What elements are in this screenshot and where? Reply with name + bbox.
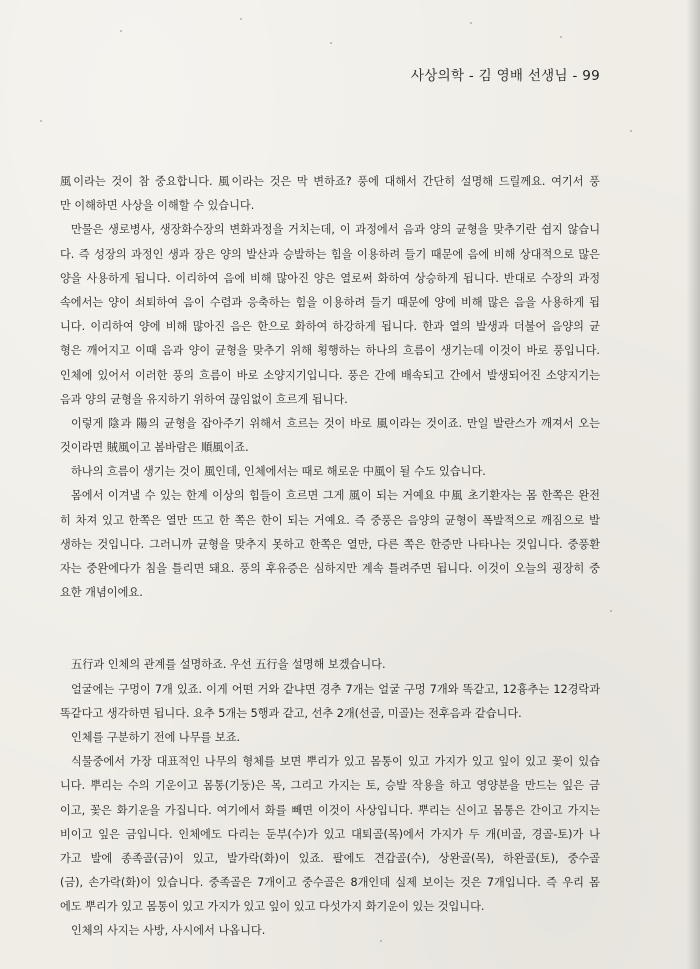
scan-speck [630,130,632,132]
paragraph-line: 속에서는 양이 쇠퇴하여 음이 수렴과 응축하는 힘을 이용하려 들기 때문에 양에 비해 많은 음을 사용하게 됩 [60,295,600,309]
paragraph-line: 얼굴에는 구멍이 7개 있죠. 이게 어떤 거와 같냐면 경추 7개는 얼굴 구멍 7개와 똑같고, 12흉추는 12경락과 [71,682,600,696]
paragraph-line: 에도 뿌리가 있고 몸통이 있고 가지가 있고 잎이 있고 다섯가지 화기운이 있는 것입니다. [60,900,485,914]
paragraph-line: 형은 깨어지고 이때 음과 양이 균형을 맞추기 위해 횡행하는 하나의 흐름이 생기는데 이것이 바로 풍입니다. [60,344,600,358]
scan-speck [90,930,92,932]
paragraph-line: 風이라는 것이 참 중요합니다. 風이라는 것은 막 변하죠? 풍에 대해서 간단히 설명해 드릴께요. 여기서 풍 [60,175,600,188]
paragraph-line: 히 차져 있고 한쪽은 열만 뜨고 한 쪽은 한이 되는 거예요. 즉 중풍은 음양의 균형이 폭발적으로 깨짐으로 발 [60,513,600,527]
paragraph-line: 이고, 꽃은 화기운을 가집니다. 여기에서 화를 빼면 이것이 사상입니다. 뿌리는 신이고 몸통은 간이고 가지는 [60,803,600,817]
scan-speck [330,42,332,44]
paragraph-line: 하나의 흐름이 생기는 것이 風인데, 인체에서는 때로 해로운 中風이 될 수도 있습니다. [71,465,486,479]
scan-speck [470,22,472,24]
paragraph-line: 비이고 잎은 금입니다. 인체에도 다리는 둔부(수)가 있고 대퇴골(목)에서 가지가 두 개(비골, 경골-토)가 나 [60,827,600,841]
paragraph-line: 인체를 구분하기 전에 나무를 보죠. [71,730,241,744]
paragraph-line: 만 이해하면 사상을 이해할 수 있습니다. [60,199,255,213]
scan-speck [120,30,122,32]
section-gap [60,605,600,653]
paragraph-line: 인체에 있어서 이러한 풍의 흐름이 바로 소양지기입니다. 풍은 간에 배속되고 간에서 발생되어진 소양지기는 [60,368,600,382]
paragraph-line: 생하는 것입니다. 그러니까 균형을 맞추지 못하고 한쪽은 열만, 다른 쪽은 한증만 나타나는 것입니다. 중풍환 [60,537,600,551]
paragraph-line: 음과 양의 균형을 유지하기 위하여 끊임없이 흐르게 됩니다. [60,392,348,406]
scan-speck [560,36,562,38]
paragraph-line: 다. 즉 성장의 과정인 생과 장은 양의 발산과 승발하는 힘을 이용하려 들기 때문에 음에 비해 상대적으로 많은 [60,247,600,261]
scan-speck [240,18,242,20]
page-edge-shadow [686,0,700,969]
paragraph-line: 자는 중완에다가 침을 틀리면 돼요. 풍의 후유증은 심하지만 계속 틀려주면 됩니다. 이것이 오늘의 굉장히 중 [60,562,600,575]
body-text [60,170,600,944]
paragraph-line: 요한 개념이에요. [60,586,143,600]
paragraph-line: 이렇게 陰과 陽의 균형을 잡아주기 위해서 흐르는 것이 바로 風이라는 것이죠. 만일 발란스가 깨져서 오는 [71,416,600,430]
paragraph-line: 양을 사용하게 됩니다. 이리하여 음에 비해 많아진 양은 열로써 화하여 상승하게 됩니다. 반대로 수장의 과정 [60,271,600,285]
scan-speck [380,940,382,942]
scan-speck [40,120,42,122]
paragraph-line: 니다. 뿌리는 수의 기운이고 몸통(기둥)은 목, 그리고 가지는 토, 승발 작용을 하고 영양분을 만드는 잎은 금 [60,779,600,793]
paragraph-line: 니다. 이리하여 양에 비해 많아진 음은 한으로 화하여 하강하게 됩니다. 한과 열의 발생과 더불어 음양의 균 [60,320,600,334]
paragraph-line: 똑같다고 생각하면 됩니다. 요추 5개는 5행과 같고, 선추 2개(선골, 미골)는 전후음과 같습니다. [60,706,522,720]
running-header: 사상의학 - 김 영배 선생님 - 99 [410,68,600,84]
paragraph-line: 식물중에서 가장 대표적인 나무의 형체를 보면 뿌리가 있고 몸통이 있고 가지가 있고 잎이 있고 꽃이 있습 [71,755,600,769]
paragraph-line: 것이라면 賊風이고 봄바람은 順風이죠. [60,441,249,455]
paragraph-line: 五行과 인체의 관계를 설명하죠. 우선 五行을 설명해 보겠습니다. [71,658,386,672]
paragraph-line: 만물은 생로병사, 생장화수장의 변화과정을 거치는데, 이 과정에서 음과 양의 균형을 맞추기란 쉽지 않습니 [71,223,600,237]
paragraph-line: 몸에서 이겨낼 수 있는 한계 이상의 힘들이 흐르면 그게 風이 되는 거예요 中風 초기환자는 몸 한쪽은 완전 [71,489,600,503]
paragraph-line: 인체의 사지는 사방, 사시에서 나옵니다. [71,924,266,938]
scan-speck [610,610,612,612]
paragraph-line: (금), 손가락(화)이 있습니다. 중족골은 7개이고 중수골은 8개인데 실제 보이는 것은 7개입니다. 즉 우리 몸 [60,876,600,890]
paragraph-line: 가고 발에 종족골(금)이 있고, 발가락(화)이 있죠. 팔에도 견갑골(수), 상완골(목), 하완골(토), 중수골 [60,851,600,865]
